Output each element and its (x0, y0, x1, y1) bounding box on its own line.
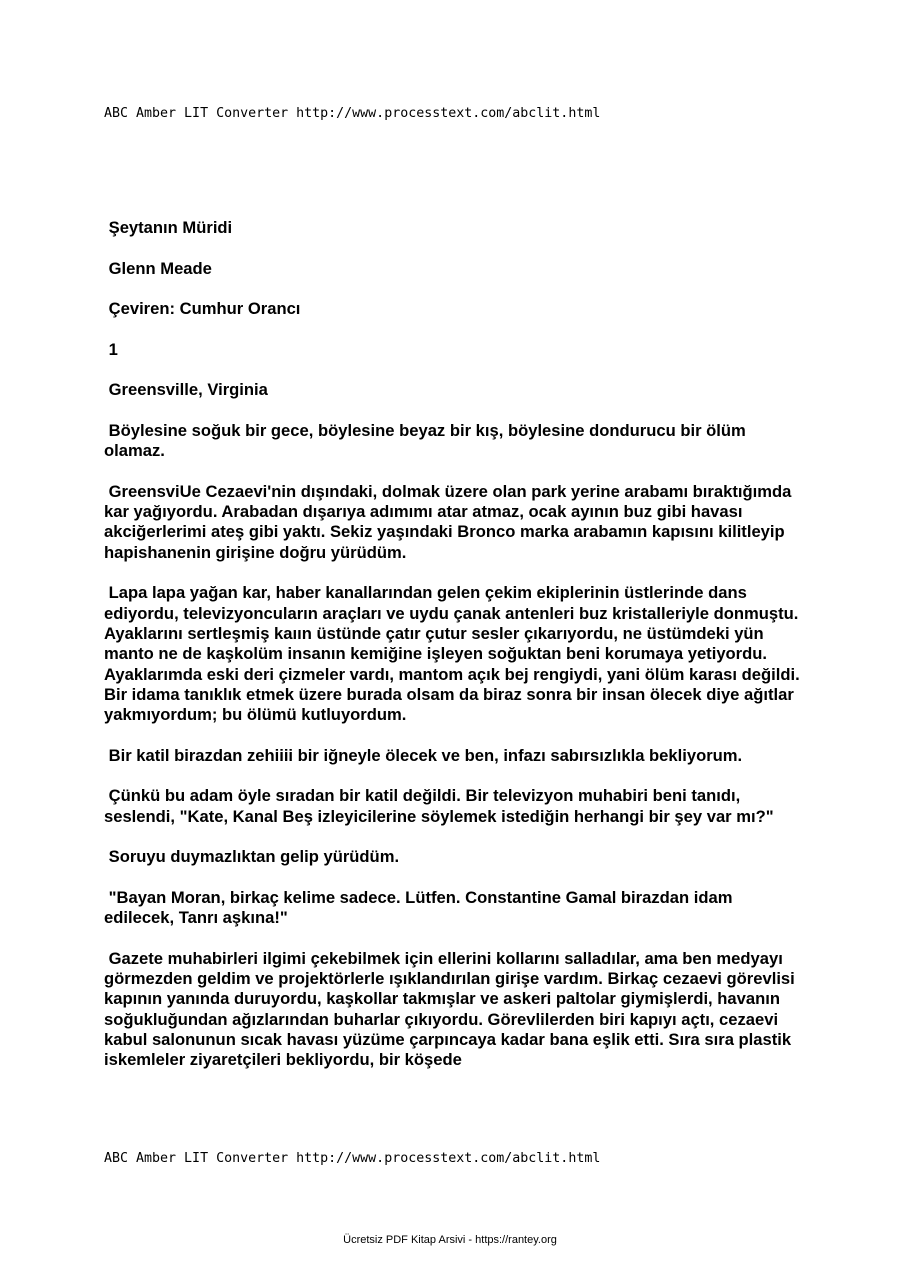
footer-converter-line: ABC Amber LIT Converter http://www.processtext.com/abclit.html (104, 1151, 601, 1166)
paragraph: Lapa lapa yağan kar, haber kanallarından gelen çekim ekiplerinin üstlerinde dans ediyordu, televizyoncuların araçları ve uydu çanak antenleri buz kristalleriyle donmuştu. Ayaklarını sertleşmiş kaıın üstünde çatır çutur sesler çıkarıyordu, ne üstümdeki yün manto ne de kaşkolüm insanın kemiğine işleyen soğuktan beni korumaya yetiyordu. Ayaklarımda eski deri çizmeler vardı, mantom açık bej rengiydi, yani ölüm karası değildi. Bir idama tanıklık etmek üzere burada olsam da biraz sonra bir insan ölecek diye ağıtlar yakmıyordum; bu ölümü kutluyordum. (104, 583, 805, 725)
paragraph: Gazete muhabirleri ilgimi çekebilmek için ellerini kollarını salladılar, ama ben medyayı görmezden geldim ve projektörlerle ışıklandırılan girişe vardım. Birkaç cezaevi görevlisi kapının yanında duruyordu, kaşkollar takmışlar ve askeri paltolar giymişlerdi, havanın soğukluğundan ağızlarından buharlar çıkıyordu. Görevlilerden biri kapıyı açtı, cezaevi kabul salonunun sıcak havası yüzüme çarpıncaya kadar bana eşlik etti. Sıra sıra plastik iskemleler ziyaretçileri bekliyordu, bir köşede (104, 948, 800, 1070)
paragraph: Bir katil birazdan zehiiii bir iğneyle ölecek ve ben, infazı sabırsızlıkla bekliyorum. (104, 745, 743, 765)
archive-caption: Ücretsiz PDF Kitap Arsivi - https://rantey.org (343, 1234, 557, 1246)
paragraph: Soruyu duymazlıktan gelip yürüdüm. (104, 847, 400, 867)
paragraph: Böylesine soğuk bir gece, böylesine beyaz bir kış, böylesine dondurucu bir ölüm olamaz. (104, 420, 751, 461)
book-translator: Çeviren: Cumhur Orancı (104, 299, 301, 319)
book-author: Glenn Meade (104, 258, 212, 278)
header-converter-line: ABC Amber LIT Converter http://www.processtext.com/abclit.html (104, 106, 601, 121)
paragraph: GreensviUe Cezaevi'nin dışındaki, dolmak üzere olan park yerine arabamı bıraktığımda kar yağıyordu. Arabadan dışarıya adımımı atar atmaz, ocak ayının buz gibi havası akciğerlerimi ateş gibi yaktı. Sekiz yaşındaki Bronco marka arabamın kapısını kilitleyip hapishanenin girişine doğru yürüdüm. (104, 481, 796, 562)
chapter-location: Greensville, Virginia (104, 380, 268, 400)
paragraph: Çünkü bu adam öyle sıradan bir katil değildi. Bir televizyon muhabiri beni tanıdı, seslendi, "Kate, Kanal Beş izleyicilerine söylemek istediğin herhangi bir şey var mı?" (104, 786, 774, 826)
chapter-number: 1 (104, 339, 118, 359)
document-body (104, 218, 804, 1091)
book-title: Şeytanın Müridi (104, 218, 233, 237)
paragraph: "Bayan Moran, birkaç kelime sadece. Lütfen. Constantine Gamal birazdan idam edilecek, Tanrı aşkına!" (104, 887, 738, 928)
